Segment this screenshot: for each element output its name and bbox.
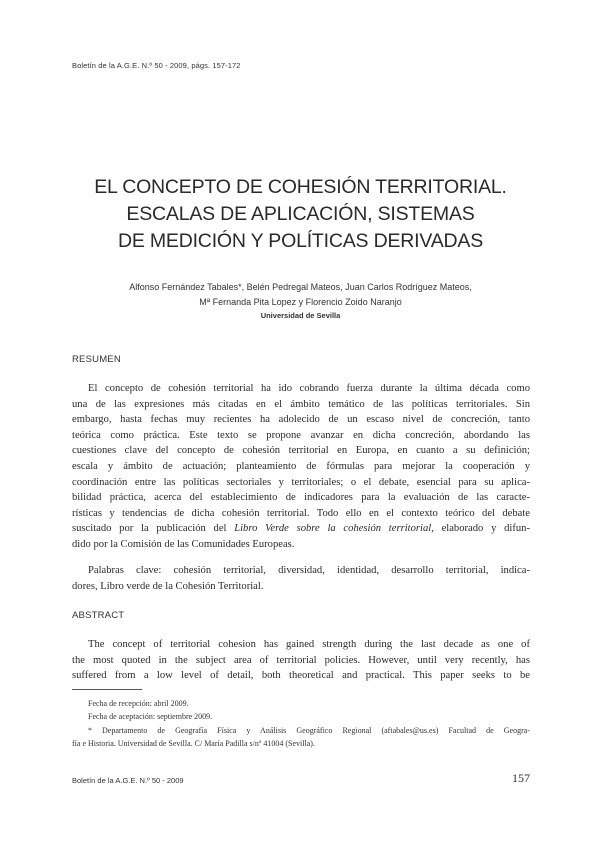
title-line-3: DE MEDICIÓN Y POLÍTICAS DERIVADAS [117, 230, 484, 252]
footnote-mark: * [88, 725, 92, 735]
abstract-line: The concept of territorial cohesion has gained strength during the last decade as one of [88, 639, 530, 650]
resumen-line: bilidad práctica, acerca del establecimiento de indicadores para la evaluación de las caracte- [72, 492, 530, 504]
footnote-received: Fecha de recepción: abril 2009. [88, 699, 189, 708]
footnotes [72, 697, 530, 751]
footnote-accepted: Fecha de aceptación: septiembre 2009. [88, 712, 213, 722]
book-title: Libro Verde sobre la cohesión territorial [234, 523, 432, 535]
page-number: 157 [512, 771, 530, 785]
resumen-line: escala y ámbito de actuación; planteamiento de fórmulas para mejorar la cooperación y [72, 460, 530, 472]
resumen-line: coordinación entre las políticas sectoriales y territoriales; o el debate, esencial para su aplica- [72, 476, 530, 488]
resumen-heading: RESUMEN [72, 354, 121, 365]
abstract-heading: ABSTRACT [72, 610, 125, 621]
footnote-text: Departamento de Geografía Física y Análisis Geográfico Regional (aftabales@us.es) Facultad de Geogra- [102, 725, 530, 735]
resumen-line: rísticas y tendencias de dicha cohesión territorial. Todo ello en el contexto teórico del debate [72, 507, 530, 519]
resumen-line: dido por la Comisión de las Comunidades Europeas. [72, 538, 295, 550]
abstract-line: the most quoted in the subject area of territorial policies. However, until very recently, has [72, 654, 530, 666]
footnote-department [72, 724, 530, 737]
resumen-line: teórica como práctica. Este texto se propone avanzar en dicha concreción, abordando las [72, 429, 530, 441]
resumen-text: suscitado por la publicación del [72, 523, 227, 535]
title-line-1: EL CONCEPTO DE COHESIÓN TERRITORIAL. [94, 176, 507, 198]
abstract-line: suffered from a low level of detail, both theoretical and practical. This paper seeks to be [72, 670, 530, 682]
affiliation: Universidad de Sevilla [260, 311, 341, 320]
authors-line-2: Mª Fernanda Pita Lopez y Florencio Zoido Naranjo [199, 297, 402, 307]
running-footer: Boletín de la A.G.E. N.º 50 - 2009 [72, 776, 184, 785]
abstract-paragraph [72, 637, 530, 684]
resumen-line: embargo, hasta fechas muy recientes ha adolecido de un escaso nivel de concreción, tanto [72, 414, 530, 426]
resumen-paragraph [72, 381, 530, 553]
resumen-line: El concepto de cohesión territorial ha ido cobrando fuerza durante la última década como [88, 383, 530, 394]
running-header: Boletín de la A.G.E. N.º 50 - 2009, págs. 157-172 [72, 61, 241, 70]
keywords-line: dores, Libro verde de la Cohesión Territorial. [72, 580, 264, 592]
footnote-divider [72, 689, 142, 690]
authors-line-1: Alfonso Fernández Tabales*, Belén Pedregal Mateos, Juan Carlos Rodríguez Mateos, [129, 282, 472, 292]
resumen-line: cuestiones clave del concepto de cohesión territorial en Europa, en cuanto a su definición; [72, 445, 530, 457]
keywords-line: Palabras clave: cohesión territorial, diversidad, identidad, desarrollo territorial, indica- [88, 565, 530, 576]
resumen-line-with-italic [72, 521, 530, 537]
footnote-department-continued: fía e Historia. Universidad de Sevilla. C/ María Padilla s/nº 41004 (Sevilla). [72, 739, 315, 749]
title-line-2: ESCALAS DE APLICACIÓN, SISTEMAS [126, 203, 475, 225]
article-title [0, 174, 601, 255]
resumen-line: una de las expresiones más citadas en el ámbito temático de las políticas territoriales. Sin [72, 398, 530, 410]
resumen-text: , elaborado y difun- [431, 523, 530, 535]
keywords-paragraph [72, 563, 530, 594]
author-block [0, 280, 601, 321]
